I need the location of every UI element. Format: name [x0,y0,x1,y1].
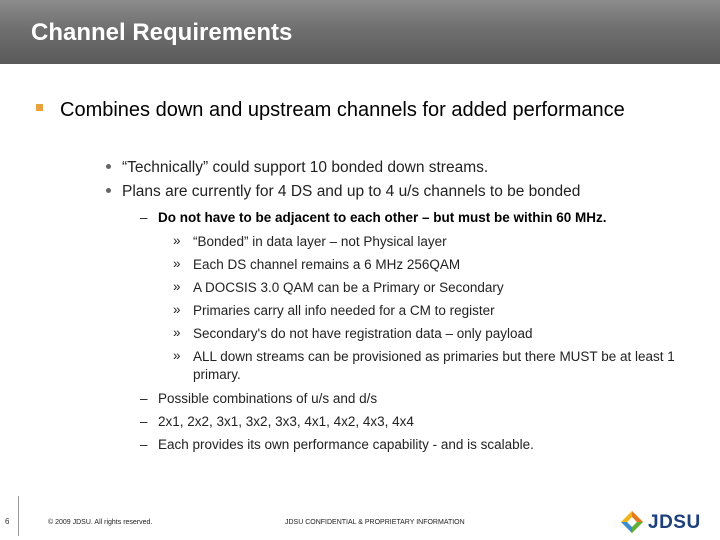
arrow-bullet-text: Secondary's do not have registration data – only payload [193,326,533,341]
copyright-notice: © 2009 JDSU. All rights reserved. [48,519,153,526]
arrow-marker: » [173,279,181,294]
confidential-notice: JDSU CONFIDENTIAL & PROPRIETARY INFORMATION [285,519,465,526]
dash-marker: – [140,391,148,406]
jdsu-logo [620,510,715,534]
arrow-marker: » [173,233,181,248]
dash-marker: – [140,437,148,452]
sub-bullet-text: Plans are currently for 4 DS and up to 4 u/s channels to be bonded [122,183,581,200]
dash-bullet-text: 2x1, 2x2, 3x1, 3x2, 3x3, 4x1, 4x2, 4x3, 4x4 [158,414,414,429]
arrow-marker: » [173,256,181,271]
page-number: 6 [5,517,10,526]
dash-bullet-text: Possible combinations of u/s and d/s [158,391,378,406]
main-bullet-text: Combines down and upstream channels for added performance [60,99,625,121]
dash-marker: – [140,414,148,429]
arrow-bullet-text: Primaries carry all info needed for a CM to register [193,303,495,318]
arrow-bullet-text: Each DS channel remains a 6 MHz 256QAM [193,257,461,272]
jdsu-logo-mark-icon [620,510,644,534]
footer-divider [18,496,19,536]
arrow-bullet-text: ALL down streams can be provisioned as primaries but there MUST be at least 1 primary. [193,349,675,382]
arrow-marker: » [173,302,181,317]
round-bullet-icon [106,164,111,169]
arrow-bullet-text: A DOCSIS 3.0 QAM can be a Primary or Secondary [193,280,504,295]
title-bar [0,0,720,64]
arrow-marker: » [173,348,181,363]
dash-marker: – [140,210,148,225]
sub-bullet-text: “Technically” could support 10 bonded down streams. [122,159,489,176]
round-bullet-icon [106,188,111,193]
arrow-bullet-text: “Bonded” in data layer – not Physical layer [193,234,447,249]
arrow-marker: » [173,325,181,340]
logo-wordmark: JDSU [648,512,701,533]
square-bullet-icon [36,104,43,111]
dash-bullet-text: Do not have to be adjacent to each other – but must be within 60 MHz. [158,210,607,225]
dash-bullet-text: Each provides its own performance capability - and is scalable. [158,437,534,452]
slide-title: Channel Requirements [31,19,293,46]
